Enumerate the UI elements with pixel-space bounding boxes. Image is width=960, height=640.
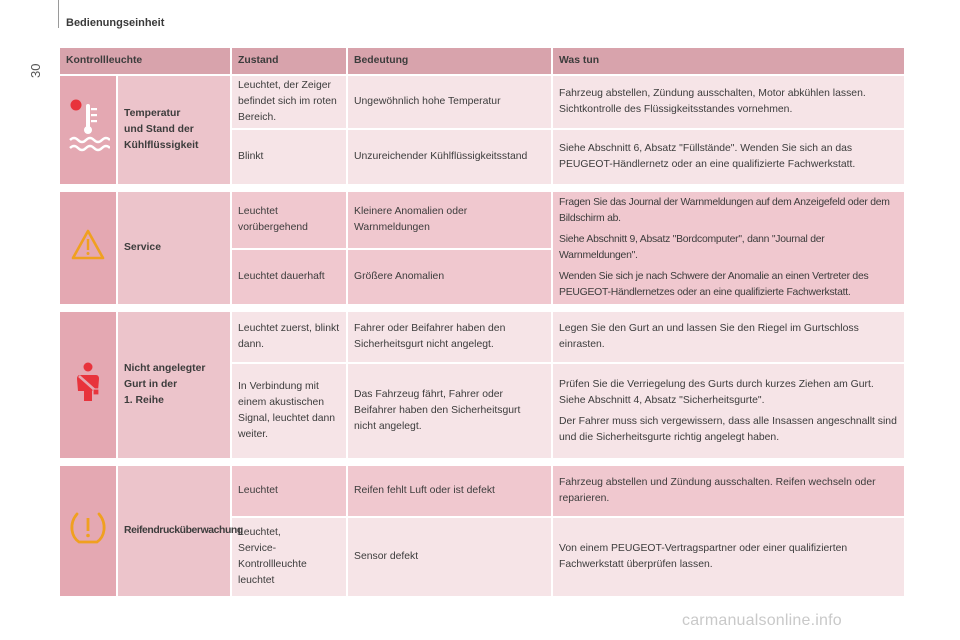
seatbelt-icon: [70, 361, 106, 409]
indicator-name: Nicht angelegter Gurt in der 1. Reihe: [117, 311, 231, 459]
section-title: Bedienungseinheit: [66, 17, 165, 29]
state-cell: Leuchtet, der Zeiger befindet sich im roten Bereich.: [231, 75, 347, 129]
action-cell: [552, 75, 905, 129]
state-cell: Leuchtet vorübergehend: [231, 191, 347, 249]
state-cell: Blinkt: [231, 129, 347, 185]
state-cell: In Verbindung mit einem akustischen Signal, leuchtet dann weiter.: [231, 363, 347, 459]
state-cell: Leuchtet, Service- Kontrollleuchte leuchtet: [231, 517, 347, 597]
action-cell: [552, 191, 905, 305]
meaning-cell: Kleinere Anomalien oder Warnmeldungen: [347, 191, 552, 249]
indicator-icon-cell: [59, 75, 117, 185]
margin-rule: [58, 0, 59, 28]
action-text: Von einem PEUGEOT-Vertragspartner oder einer qualifizierten Fachwerkstatt überprüfen lassen.: [559, 543, 848, 570]
action-cell: [552, 129, 905, 185]
action-text: Der Fahrer muss sich vergewissern, dass alle Insassen angeschnallt sind und die Sicherheitsgurte richtig angelegt haben.: [559, 415, 897, 443]
meaning-cell: Sensor defekt: [347, 517, 552, 597]
meaning-cell: Ungewöhnlich hohe Temperatur: [347, 75, 552, 129]
action-text: Siehe Abschnitt 6, Absatz "Füllstände". Wenden Sie sich an das PEUGEOT-Händlernetz oder an eine qualifizierte Fachwerkstatt.: [559, 143, 856, 170]
warning-lights-table: [58, 46, 906, 598]
action-text: Fragen Sie das Journal der Warnmeldungen auf dem Anzeigefeld oder dem Bildschirm ab.: [559, 197, 890, 224]
state-cell: Leuchtet: [231, 465, 347, 517]
table-row: [59, 191, 905, 249]
action-cell: [552, 465, 905, 517]
table-row: [59, 465, 905, 517]
indicator-name: Service: [117, 191, 231, 305]
indicator-name: Reifendrucküberwachung: [117, 465, 231, 597]
action-text: Fahrzeug abstellen, Zündung ausschalten, Motor abkühlen lassen. Sichtkontrolle des Flüssigkeitsstandes vornehmen.: [559, 88, 866, 115]
action-cell: [552, 517, 905, 597]
table-row: [59, 311, 905, 363]
indicator-icon-cell: [59, 311, 117, 459]
action-cell: [552, 363, 905, 459]
meaning-cell: Unzureichender Kühlflüssigkeitsstand: [347, 129, 552, 185]
meaning-cell: Reifen fehlt Luft oder ist defekt: [347, 465, 552, 517]
action-text: Fahrzeug abstellen und Zündung ausschalten. Reifen wechseln oder reparieren.: [559, 477, 876, 504]
indicator-icon-cell: [59, 465, 117, 597]
meaning-cell: Das Fahrzeug fährt, Fahrer oder Beifahrer haben den Sicherheitsgurt nicht angelegt.: [347, 363, 552, 459]
action-text: Wenden Sie sich je nach Schwere der Anomalie an einen Vertreter des PEUGEOT-Händlernetzes oder an eine qualifizierte Fachwerkstatt.: [559, 271, 869, 298]
action-cell: [552, 311, 905, 363]
indicator-name: Temperatur und Stand der Kühlflüssigkeit: [117, 75, 231, 185]
table-header-row: [59, 47, 905, 75]
action-text: Siehe Abschnitt 9, Absatz "Bordcomputer", dann "Journal der Warnmeldungen".: [559, 234, 825, 261]
watermark: carmanualsonline.info: [682, 612, 842, 629]
meaning-cell: Größere Anomalien: [347, 249, 552, 305]
indicator-icon-cell: [59, 191, 117, 305]
tire-pressure-icon: [69, 511, 107, 551]
table-row: [59, 75, 905, 129]
meaning-cell: Fahrer oder Beifahrer haben den Sicherheitsgurt nicht angelegt.: [347, 311, 552, 363]
action-text: Prüfen Sie die Verriegelung des Gurts durch kurzes Ziehen am Gurt. Siehe Abschnitt 4, Absatz "Sicherheitsgurte".: [559, 378, 874, 406]
column-header-bedeutung: Bedeutung: [347, 47, 552, 75]
column-header-was-tun: Was tun: [552, 47, 905, 75]
coolant-temperature-icon: [66, 98, 110, 162]
column-header-kontrollleuchte: Kontrollleuchte: [59, 47, 231, 75]
service-warning-triangle-icon: [70, 228, 106, 268]
state-cell: Leuchtet zuerst, blinkt dann.: [231, 311, 347, 363]
action-text: Legen Sie den Gurt an und lassen Sie den Riegel im Gurtschloss einrasten.: [559, 323, 859, 350]
column-header-zustand: Zustand: [231, 47, 347, 75]
page-number: 30: [28, 63, 43, 78]
state-cell: Leuchtet dauerhaft: [231, 249, 347, 305]
